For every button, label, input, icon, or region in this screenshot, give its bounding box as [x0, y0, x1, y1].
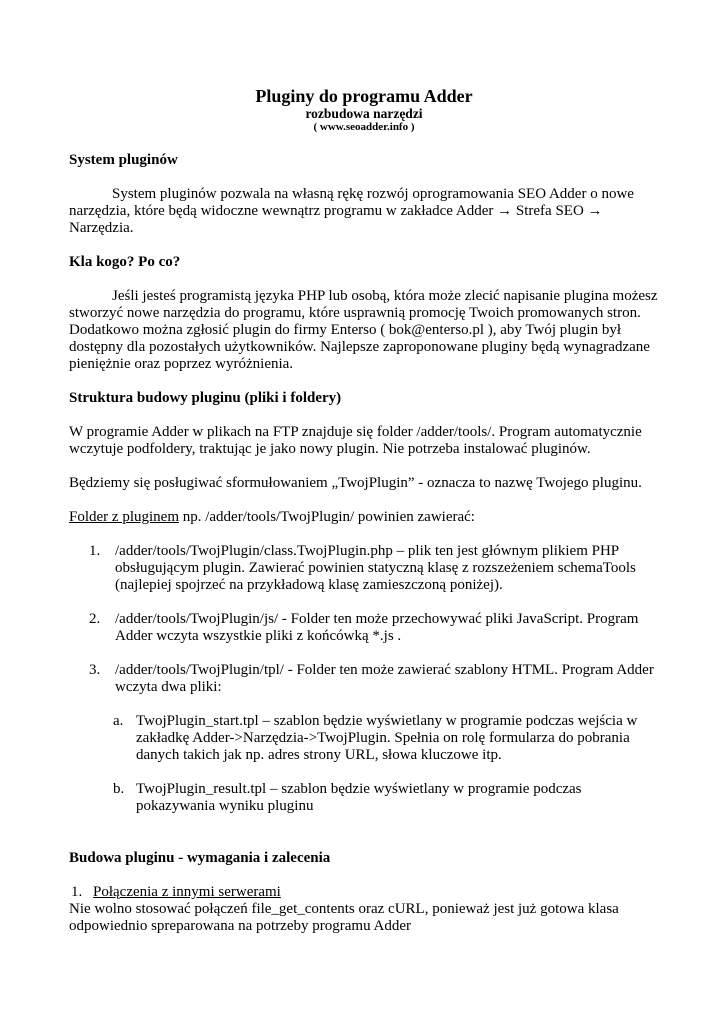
- paragraph-folder: [69, 509, 659, 526]
- folder-rest: np. /adder/tools/TwojPlugin/ powinien zawierać:: [178, 509, 475, 525]
- sublist-marker: a.: [113, 713, 124, 729]
- list-item: [69, 662, 659, 696]
- list-marker: 2.: [89, 611, 101, 627]
- document-subtitle: rozbudowa narzędzi: [305, 106, 423, 121]
- paragraph-structure-1: W programie Adder w plikach na FTP znajduje się folder /adder/tools/. Program automatycznie wczytuje podfoldery, traktując je jako nowy plugin. Nie potrzeba instalować pluginów.: [69, 424, 642, 457]
- heading-system: System pluginów: [69, 152, 178, 168]
- sublist-item: [69, 781, 659, 815]
- document-page: [69, 86, 659, 935]
- build-list-item: [69, 884, 659, 901]
- structure-list: [69, 543, 659, 696]
- title-block: [69, 86, 659, 134]
- list-marker: 3.: [89, 662, 101, 678]
- build-list-label: Połączenia z innymi serwerami: [93, 884, 281, 900]
- heading-structure: Struktura budowy pluginu (pliki i foldery): [69, 390, 342, 406]
- sublist-marker: b.: [113, 781, 125, 797]
- sublist-item: [69, 713, 659, 764]
- folder-label: Folder z pluginem: [69, 509, 179, 525]
- list-item: [69, 611, 659, 645]
- list-item-text: /adder/tools/TwojPlugin/tpl/ - Folder ten może zawierać szablony HTML. Program Adder wczyta dwa pliki:: [115, 662, 654, 695]
- document-title: Pluginy do programu Adder: [255, 86, 473, 106]
- paragraph-structure-2: Będziemy się posługiwać sformułowaniem „TwojPlugin” - oznacza to nazwę Twojego pluginu.: [69, 475, 642, 491]
- sublist-item-text: TwojPlugin_result.tpl – szablon będzie wyświetlany w programie podczas pokazywania wyniku pluginu: [136, 781, 582, 814]
- list-item: [69, 543, 659, 594]
- heading-build: Budowa pluginu - wymagania i zalecenia: [69, 850, 331, 866]
- template-sublist: [69, 713, 659, 815]
- paragraph-who: Jeśli jesteś programistą języka PHP lub osobą, która może zlecić napisanie plugina możesz stworzyć nowe narzędzia do programu, które usprawnią promocję Twoich promowanych stron. Dodatkowo można zgłosić plugin do firmy Enterso ( bok@enterso.pl ), aby Twój plugin był dostępny dla pozostałych użytkowników. Najlepsze zaproponowane pluginy będą wynagradzane pieniężnie oraz poprzez wyróżnienia.: [69, 288, 658, 372]
- build-list-marker: 1.: [71, 884, 83, 900]
- paragraph-build: Nie wolno stosować połączeń file_get_contents oraz cURL, ponieważ jest już gotowa klasa odpowiednio spreparowana na potrzeby programu Adder: [69, 901, 619, 934]
- document-url: ( www.seoadder.info ): [313, 121, 415, 133]
- heading-who: Kla kogo? Po co?: [69, 254, 181, 270]
- sublist-item-text: TwojPlugin_start.tpl – szablon będzie wyświetlany w programie podczas wejścia w zakładkę Adder->Narzędzia->TwojPlugin. Spełnia on rolę formularza do pobrania danych takich jak np. adres strony URL, słowa kluczowe itp.: [136, 713, 638, 763]
- list-item-text: /adder/tools/TwojPlugin/class.TwojPlugin.php – plik ten jest głównym plikiem PHP obsługującym plugin. Zawierać powinien statyczną klasę z rozszeżeniem schemaTools (najlepiej spojrzeć na przykładową klasę zamieszczoną poniżej).: [115, 543, 636, 593]
- paragraph-system: System pluginów pozwala na własną rękę rozwój oprogramowania SEO Adder o nowe narzędzia, które będą widoczne wewnątrz programu w zakładce Adder → Strefa SEO → Narzędzia.: [69, 186, 634, 236]
- list-marker: 1.: [89, 543, 101, 559]
- list-item-text: /adder/tools/TwojPlugin/js/ - Folder ten może przechowywać pliki JavaScript. Program Adder wczyta wszystkie pliki z końcówką *.js .: [115, 611, 639, 644]
